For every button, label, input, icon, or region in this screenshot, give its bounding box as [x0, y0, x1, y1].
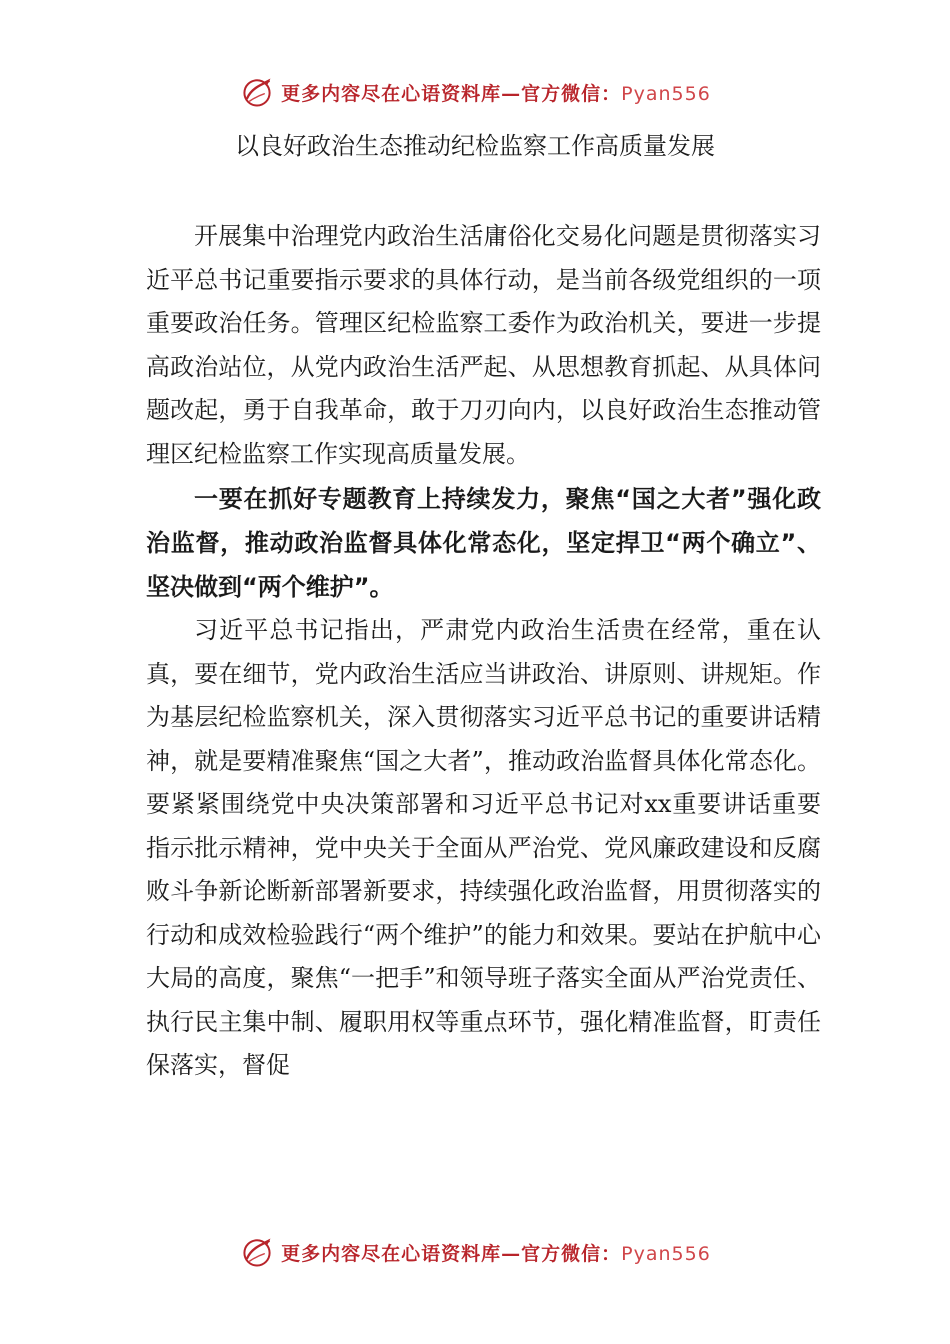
paragraph-intro: 开展集中治理党内政治生活庸俗化交易化问题是贯彻落实习近平总书记重要指示要求的具体行动，是当前各级党组织的一项重要政治任务。管理区纪检监察工委作为政治机关，要进一步提高政治站位，从党内政治生活严起、从思想教育抓起、从具体问题改起，勇于自我革命，敢于刀刃向内，以良好政治生态推动管理区纪检监察工作实现高质量发展。 [146, 222, 821, 468]
banner-slogan: 更多内容尽在心语资料库—官方微信：Pyan556 [281, 1242, 711, 1265]
footer-banner [0, 1230, 950, 1274]
document-title: 以良好政治生态推动纪检监察工作高质量发展 [235, 132, 715, 160]
header-banner [0, 70, 950, 114]
paragraph-body: 习近平总书记指出，严肃党内政治生活贵在经常，重在认真，要在细节，党内政治生活应当讲政治、讲原则、讲规矩。作为基层纪检监察机关，深入贯彻落实习近平总书记的重要讲话精神，就是要精准聚焦“国之大者”，推动政治监督具体化常态化。要紧紧围绕党中央决策部署和习近平总书记对xx重要讲话重要指示批示精神，党中央关于全面从严治党、党风廉政建设和反腐败斗争新论断新部署新要求，持续强化政治监督，用贯彻落实的行动和成效检验践行“两个维护”的能力和效果。要站在护航中心大局的高度，聚焦“一把手”和领导班子落实全面从严治党责任、执行民主集中制、履职用权等重点环节，强化精准监督，盯责任保落实，督促 [146, 616, 821, 1079]
paragraph-bold-heading: 一要在抓好专题教育上持续发力，聚焦“国之大者”强化政治监督，推动政治监督具体化常态化，坚定捍卫“两个确立”、坚决做到“两个维护”。 [146, 485, 821, 601]
banner-wechat-id: Pyan556 [621, 1242, 711, 1265]
pen-swirl-logo-icon [239, 74, 275, 110]
banner-wechat-id: Pyan556 [621, 82, 711, 105]
banner-slogan: 更多内容尽在心语资料库—官方微信：Pyan556 [281, 82, 711, 105]
document-body [146, 215, 821, 1088]
pen-swirl-logo-icon [239, 1234, 275, 1270]
